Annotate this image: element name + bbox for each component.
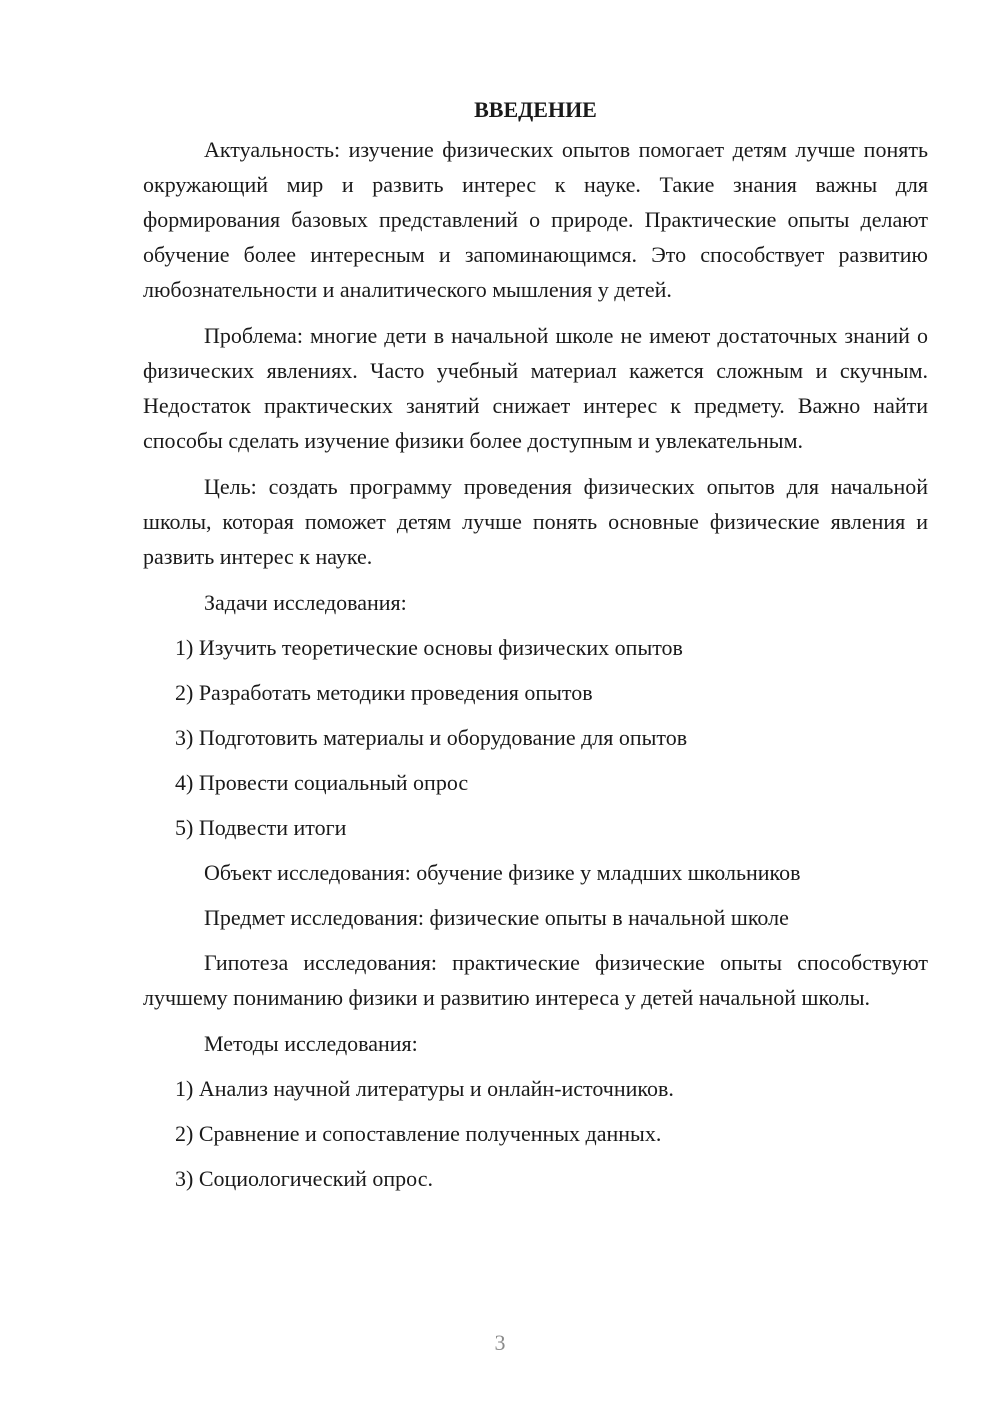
object-line: Объект исследования: обучение физике у младших школьников	[204, 860, 801, 885]
tasks-heading: Задачи исследования:	[204, 590, 407, 615]
methods-list	[143, 1071, 928, 1196]
subject-line: Предмет исследования: физические опыты в начальной школе	[204, 905, 789, 930]
list-item: 1) Анализ научной литературы и онлайн-источников.	[175, 1076, 674, 1101]
list-item: 3) Подготовить материалы и оборудование для опытов	[175, 725, 688, 750]
page-number: 3	[494, 1330, 506, 1355]
list-item: 3) Социологический опрос.	[175, 1166, 433, 1191]
list-item: 2) Сравнение и сопоставление полученных данных.	[175, 1121, 662, 1146]
list-item: 2) Разработать методики проведения опытов	[175, 680, 593, 705]
hypothesis-paragraph: Гипотеза исследования: практические физические опыты способствуют лучшему пониманию физики и развитию интереса у детей начальной школы.	[143, 950, 928, 1010]
methods-heading: Методы исследования:	[204, 1031, 418, 1056]
tasks-list	[143, 630, 928, 845]
section-title: ВВЕДЕНИЕ	[474, 97, 597, 122]
list-item: 5) Подвести итоги	[175, 815, 347, 840]
document-page	[143, 94, 928, 1206]
list-item: 4) Провести социальный опрос	[175, 770, 469, 795]
relevance-paragraph: Актуальность: изучение физических опытов помогает детям лучше понять окружающий мир и развить интерес к науке. Такие знания важны для формирования базовых представлений о природе. Практические опыты делают обучение более интересным и запоминающимся. Это способствует развитию любознательности и аналитического мышления у детей.	[143, 137, 928, 302]
goal-paragraph: Цель: создать программу проведения физических опытов для начальной школы, которая поможет детям лучше понять основные физические явления и развить интерес к науке.	[143, 474, 928, 569]
problem-paragraph: Проблема: многие дети в начальной школе не имеют достаточных знаний о физических явлениях. Часто учебный материал кажется сложным и скучным. Недостаток практических занятий снижает интерес к предмету. Важно найти способы сделать изучение физики более доступным и увлекательным.	[143, 323, 928, 453]
list-item: 1) Изучить теоретические основы физических опытов	[175, 635, 683, 660]
